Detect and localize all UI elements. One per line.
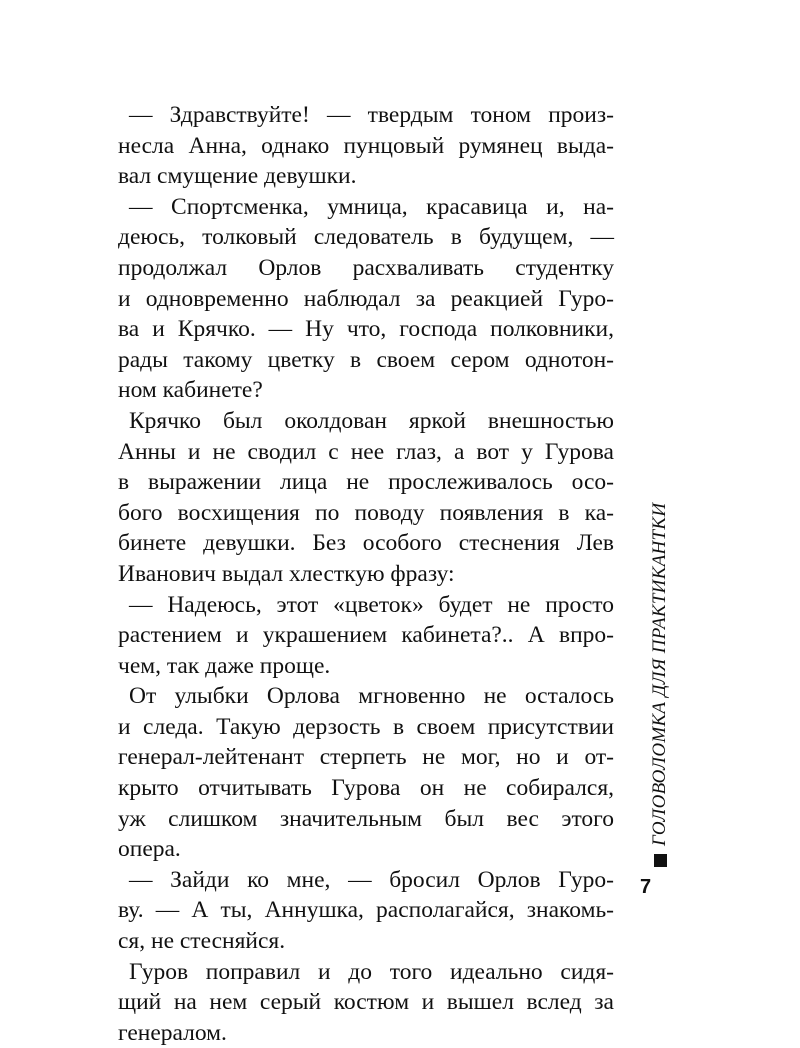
text-line: генерал-лейтенант стерпеть не мог, но и от- [118, 744, 614, 771]
running-head [649, 502, 671, 867]
text-line: опера. [118, 836, 181, 863]
text-line: несла Анна, однако пунцовый румянец выда- [118, 132, 614, 159]
text-line: крыто отчитывать Гурова он не собирался, [118, 775, 614, 802]
text-line: ву. — А ты, Аннушка, располагайся, знакомь- [118, 897, 614, 924]
text-line: в выражении лица не прослеживалось осо- [118, 469, 614, 496]
text-line: продолжал Орлов расхваливать студентку [118, 254, 614, 281]
text-line: рады такому цветку в своем сером однотон- [118, 346, 614, 373]
text-line: щий на нем серый костюм и вышел вслед за [118, 989, 614, 1016]
text-line: бого восхищения по поводу появления в ка- [118, 499, 614, 526]
text-line: ва и Крячко. — Ну что, господа полковники, [118, 316, 614, 343]
text-line: ся, не стесняйся. [118, 928, 286, 955]
square-bullet-icon [654, 854, 667, 867]
text-line: Анны и не сводил с нее глаз, а вот у Гурова [118, 438, 614, 465]
text-line: чем, так даже проще. [118, 652, 331, 679]
text-line: — Спортсменка, умница, красавица и, на- [129, 193, 614, 220]
text-line: растением и украшением кабинета?.. А впро- [118, 622, 614, 649]
text-line: уж слишком значительным был вес этого [118, 805, 614, 832]
running-head-title: ГОЛОВОЛОМКА ДЛЯ ПРАКТИКАНТКИ [649, 502, 670, 846]
text-line: и следа. Такую дерзость в своем присутствии [118, 713, 614, 740]
text-line: вал смущение девушки. [118, 163, 357, 190]
text-line: — Зайди ко мне, — бросил Орлов Гуро- [129, 866, 614, 893]
text-line: — Здравствуйте! — твердым тоном произ- [129, 102, 614, 128]
text-line: Крячко был околдован яркой внешностью [129, 407, 614, 434]
body-text [118, 100, 614, 1048]
text-line: От улыбки Орлова мгновенно не осталось [129, 683, 614, 710]
text-line: и одновременно наблюдал за реакцией Гуро- [118, 285, 614, 312]
page-number: 7 [640, 876, 652, 898]
text-line: Гуров поправил и до того идеально сидя- [129, 958, 614, 985]
text-line: бинете девушки. Без особого стеснения Лев [118, 530, 614, 557]
text-line: деюсь, толковый следователь в будущем, — [118, 224, 614, 251]
text-line: ном кабинете? [118, 377, 263, 404]
text-line: Иванович выдал хлесткую фразу: [118, 560, 455, 587]
text-line: генералом. [118, 1019, 227, 1046]
text-line: — Надеюсь, этот «цветок» будет не просто [129, 591, 614, 618]
